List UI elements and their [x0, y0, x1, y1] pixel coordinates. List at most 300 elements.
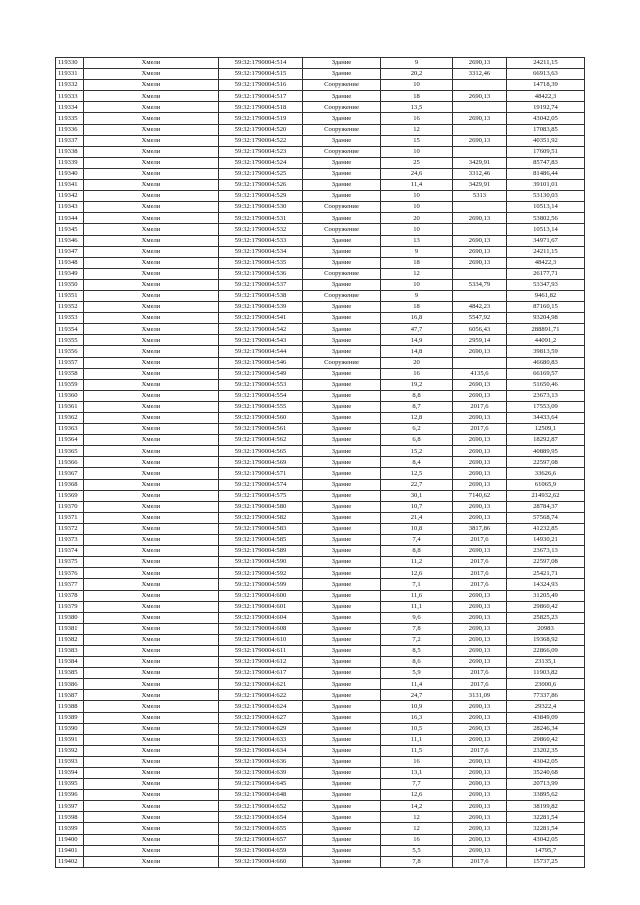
- area-cell: 11,6: [381, 590, 453, 601]
- record-id-cell: 119331: [56, 69, 84, 80]
- record-id-cell: 119382: [56, 634, 84, 645]
- area-cell: 15,2: [381, 446, 453, 457]
- cadastral-number-cell: 59:32:1790004:539: [219, 302, 303, 313]
- table-row: [56, 401, 585, 412]
- record-id-cell: 119343: [56, 202, 84, 213]
- object-type-cell: Здание: [303, 834, 381, 845]
- object-type-cell: Здание: [303, 512, 381, 523]
- cadastral-value-cell: 19368,92: [507, 634, 585, 645]
- locality-cell: Хмели: [84, 346, 219, 357]
- table-row: [56, 812, 585, 823]
- table-row: [56, 146, 585, 157]
- unit-value-cell: 2690,13: [453, 546, 507, 557]
- cadastral-number-cell: 59:32:1790004:549: [219, 368, 303, 379]
- locality-cell: Хмели: [84, 302, 219, 313]
- area-cell: 13,1: [381, 768, 453, 779]
- cadastral-value-cell: 23135,1: [507, 657, 585, 668]
- area-cell: 13: [381, 235, 453, 246]
- area-cell: 11,2: [381, 557, 453, 568]
- object-type-cell: Здание: [303, 58, 381, 69]
- object-type-cell: Здание: [303, 213, 381, 224]
- cadastral-number-cell: 59:32:1790004:561: [219, 424, 303, 435]
- cadastral-number-cell: 59:32:1790004:535: [219, 257, 303, 268]
- record-id-cell: 119394: [56, 768, 84, 779]
- cadastral-value-cell: 32281,54: [507, 823, 585, 834]
- property-table: [55, 57, 585, 868]
- record-id-cell: 119347: [56, 246, 84, 257]
- table-row: [56, 257, 585, 268]
- table-row: [56, 779, 585, 790]
- area-cell: 10,9: [381, 701, 453, 712]
- record-id-cell: 119383: [56, 645, 84, 656]
- table-row: [56, 568, 585, 579]
- locality-cell: Хмели: [84, 268, 219, 279]
- table-row: [56, 535, 585, 546]
- table-row: [56, 823, 585, 834]
- locality-cell: Хмели: [84, 568, 219, 579]
- object-type-cell: Здание: [303, 379, 381, 390]
- table-row: [56, 324, 585, 335]
- locality-cell: Хмели: [84, 668, 219, 679]
- cadastral-number-cell: 59:32:1790004:532: [219, 224, 303, 235]
- cadastral-number-cell: 59:32:1790004:582: [219, 512, 303, 523]
- record-id-cell: 119340: [56, 168, 84, 179]
- cadastral-value-cell: 14930,21: [507, 535, 585, 546]
- object-type-cell: Сооружение: [303, 357, 381, 368]
- area-cell: 5,9: [381, 668, 453, 679]
- table-row: [56, 202, 585, 213]
- cadastral-value-cell: 38199,82: [507, 801, 585, 812]
- object-type-cell: Сооружение: [303, 224, 381, 235]
- record-id-cell: 119397: [56, 801, 84, 812]
- unit-value-cell: 6056,43: [453, 324, 507, 335]
- locality-cell: Хмели: [84, 768, 219, 779]
- area-cell: 10,7: [381, 501, 453, 512]
- record-id-cell: 119375: [56, 557, 84, 568]
- table-row: [56, 723, 585, 734]
- unit-value-cell: 2690,13: [453, 612, 507, 623]
- unit-value-cell: 2690,13: [453, 213, 507, 224]
- area-cell: 11,1: [381, 601, 453, 612]
- cadastral-value-cell: 81486,44: [507, 168, 585, 179]
- cadastral-number-cell: 59:32:1790004:580: [219, 501, 303, 512]
- table-row: [56, 157, 585, 168]
- cadastral-number-cell: 59:32:1790004:645: [219, 779, 303, 790]
- unit-value-cell: 4135,6: [453, 368, 507, 379]
- area-cell: 20: [381, 213, 453, 224]
- record-id-cell: 119389: [56, 712, 84, 723]
- cadastral-value-cell: 20983: [507, 623, 585, 634]
- object-type-cell: Сооружение: [303, 268, 381, 279]
- cadastral-number-cell: 59:32:1790004:515: [219, 69, 303, 80]
- locality-cell: Хмели: [84, 634, 219, 645]
- table-row: [56, 102, 585, 113]
- object-type-cell: Здание: [303, 457, 381, 468]
- locality-cell: Хмели: [84, 679, 219, 690]
- cadastral-number-cell: 59:32:1790004:648: [219, 790, 303, 801]
- cadastral-number-cell: 59:32:1790004:583: [219, 523, 303, 534]
- record-id-cell: 119345: [56, 224, 84, 235]
- table-row: [56, 91, 585, 102]
- locality-cell: Хмели: [84, 202, 219, 213]
- area-cell: 16: [381, 834, 453, 845]
- unit-value-cell: 3817,86: [453, 523, 507, 534]
- cadastral-value-cell: 44091,2: [507, 335, 585, 346]
- locality-cell: Хмели: [84, 734, 219, 745]
- table-row: [56, 845, 585, 856]
- cadastral-number-cell: 59:32:1790004:529: [219, 191, 303, 202]
- table-row: [56, 58, 585, 69]
- locality-cell: Хмели: [84, 779, 219, 790]
- unit-value-cell: 4842,23: [453, 302, 507, 313]
- record-id-cell: 119385: [56, 668, 84, 679]
- cadastral-value-cell: 22597,08: [507, 457, 585, 468]
- area-cell: 5,5: [381, 845, 453, 856]
- locality-cell: Хмели: [84, 235, 219, 246]
- record-id-cell: 119356: [56, 346, 84, 357]
- unit-value-cell: 2690,13: [453, 657, 507, 668]
- cadastral-value-cell: 51650,46: [507, 379, 585, 390]
- table-row: [56, 512, 585, 523]
- cadastral-value-cell: 17083,85: [507, 124, 585, 135]
- locality-cell: Хмели: [84, 102, 219, 113]
- cadastral-number-cell: 59:32:1790004:517: [219, 91, 303, 102]
- cadastral-value-cell: 22597,08: [507, 557, 585, 568]
- cadastral-value-cell: 40889,95: [507, 446, 585, 457]
- area-cell: 10: [381, 191, 453, 202]
- record-id-cell: 119349: [56, 268, 84, 279]
- area-cell: 9: [381, 290, 453, 301]
- table-row: [56, 290, 585, 301]
- cadastral-value-cell: 39813,59: [507, 346, 585, 357]
- cadastral-number-cell: 59:32:1790004:553: [219, 379, 303, 390]
- record-id-cell: 119396: [56, 790, 84, 801]
- cadastral-number-cell: 59:32:1790004:599: [219, 579, 303, 590]
- cadastral-value-cell: 93204,98: [507, 313, 585, 324]
- locality-cell: Хмели: [84, 756, 219, 767]
- locality-cell: Хмели: [84, 157, 219, 168]
- unit-value-cell: 5334,79: [453, 279, 507, 290]
- cadastral-number-cell: 59:32:1790004:660: [219, 856, 303, 867]
- cadastral-number-cell: 59:32:1790004:659: [219, 845, 303, 856]
- record-id-cell: 119351: [56, 290, 84, 301]
- unit-value-cell: [453, 80, 507, 91]
- unit-value-cell: [453, 124, 507, 135]
- object-type-cell: Сооружение: [303, 202, 381, 213]
- unit-value-cell: 2017,6: [453, 557, 507, 568]
- area-cell: 12,6: [381, 568, 453, 579]
- unit-value-cell: 2690,13: [453, 468, 507, 479]
- cadastral-value-cell: 40351,92: [507, 135, 585, 146]
- cadastral-value-cell: 20713,99: [507, 779, 585, 790]
- object-type-cell: Здание: [303, 501, 381, 512]
- table-row: [56, 546, 585, 557]
- cadastral-number-cell: 59:32:1790004:519: [219, 113, 303, 124]
- area-cell: 12,6: [381, 790, 453, 801]
- cadastral-value-cell: 31205,49: [507, 590, 585, 601]
- record-id-cell: 119401: [56, 845, 84, 856]
- cadastral-value-cell: 33895,62: [507, 790, 585, 801]
- unit-value-cell: [453, 102, 507, 113]
- area-cell: 10: [381, 279, 453, 290]
- cadastral-number-cell: 59:32:1790004:543: [219, 335, 303, 346]
- record-id-cell: 119390: [56, 723, 84, 734]
- cadastral-value-cell: 85747,83: [507, 157, 585, 168]
- table-row: [56, 390, 585, 401]
- unit-value-cell: 2690,13: [453, 135, 507, 146]
- area-cell: 11,5: [381, 745, 453, 756]
- table-row: [56, 834, 585, 845]
- cadastral-value-cell: 48422,3: [507, 257, 585, 268]
- table-row: [56, 168, 585, 179]
- area-cell: 6,2: [381, 424, 453, 435]
- unit-value-cell: [453, 357, 507, 368]
- cadastral-number-cell: 59:32:1790004:592: [219, 568, 303, 579]
- cadastral-number-cell: 59:32:1790004:634: [219, 745, 303, 756]
- object-type-cell: Здание: [303, 168, 381, 179]
- area-cell: 13,5: [381, 102, 453, 113]
- cadastral-number-cell: 59:32:1790004:562: [219, 435, 303, 446]
- cadastral-number-cell: 59:32:1790004:655: [219, 823, 303, 834]
- cadastral-number-cell: 59:32:1790004:611: [219, 645, 303, 656]
- unit-value-cell: [453, 268, 507, 279]
- cadastral-value-cell: 9461,82: [507, 290, 585, 301]
- cadastral-value-cell: 25825,23: [507, 612, 585, 623]
- cadastral-value-cell: 214932,62: [507, 490, 585, 501]
- locality-cell: Хмели: [84, 790, 219, 801]
- table-row: [56, 379, 585, 390]
- cadastral-number-cell: 59:32:1790004:574: [219, 479, 303, 490]
- record-id-cell: 119388: [56, 701, 84, 712]
- cadastral-number-cell: 59:32:1790004:522: [219, 135, 303, 146]
- record-id-cell: 119370: [56, 501, 84, 512]
- cadastral-value-cell: 87160,15: [507, 302, 585, 313]
- locality-cell: Хмели: [84, 279, 219, 290]
- cadastral-value-cell: 10513,14: [507, 202, 585, 213]
- unit-value-cell: 2690,13: [453, 257, 507, 268]
- cadastral-number-cell: 59:32:1790004:533: [219, 235, 303, 246]
- cadastral-number-cell: 59:32:1790004:585: [219, 535, 303, 546]
- area-cell: 19,2: [381, 379, 453, 390]
- cadastral-value-cell: 23673,13: [507, 546, 585, 557]
- record-id-cell: 119384: [56, 657, 84, 668]
- record-id-cell: 119369: [56, 490, 84, 501]
- cadastral-value-cell: 33626,6: [507, 468, 585, 479]
- cadastral-value-cell: 29860,42: [507, 734, 585, 745]
- table-row: [56, 113, 585, 124]
- record-id-cell: 119381: [56, 623, 84, 634]
- area-cell: 8,7: [381, 401, 453, 412]
- record-id-cell: 119341: [56, 180, 84, 191]
- object-type-cell: Здание: [303, 523, 381, 534]
- record-id-cell: 119380: [56, 612, 84, 623]
- locality-cell: Хмели: [84, 180, 219, 191]
- locality-cell: Хмели: [84, 823, 219, 834]
- unit-value-cell: 2690,13: [453, 834, 507, 845]
- table-row: [56, 856, 585, 867]
- locality-cell: Хмели: [84, 224, 219, 235]
- unit-value-cell: 2690,13: [453, 701, 507, 712]
- locality-cell: Хмели: [84, 368, 219, 379]
- object-type-cell: Здание: [303, 745, 381, 756]
- record-id-cell: 119391: [56, 734, 84, 745]
- locality-cell: Хмели: [84, 113, 219, 124]
- table-row: [56, 557, 585, 568]
- table-row: [56, 69, 585, 80]
- unit-value-cell: 2690,13: [453, 645, 507, 656]
- locality-cell: Хмели: [84, 623, 219, 634]
- locality-cell: Хмели: [84, 490, 219, 501]
- cadastral-value-cell: 35240,68: [507, 768, 585, 779]
- table-row: [56, 346, 585, 357]
- area-cell: 10: [381, 146, 453, 157]
- table-row: [56, 135, 585, 146]
- table-row: [56, 490, 585, 501]
- table-row: [56, 468, 585, 479]
- cadastral-number-cell: 59:32:1790004:514: [219, 58, 303, 69]
- cadastral-value-cell: 53130,03: [507, 191, 585, 202]
- locality-cell: Хмели: [84, 601, 219, 612]
- locality-cell: Хмели: [84, 413, 219, 424]
- area-cell: 12: [381, 812, 453, 823]
- record-id-cell: 119357: [56, 357, 84, 368]
- record-id-cell: 119344: [56, 213, 84, 224]
- object-type-cell: Здание: [303, 734, 381, 745]
- unit-value-cell: 2690,13: [453, 479, 507, 490]
- locality-cell: Хмели: [84, 313, 219, 324]
- cadastral-value-cell: 29860,42: [507, 601, 585, 612]
- object-type-cell: Здание: [303, 679, 381, 690]
- locality-cell: Хмели: [84, 246, 219, 257]
- object-type-cell: Здание: [303, 712, 381, 723]
- locality-cell: Хмели: [84, 390, 219, 401]
- cadastral-number-cell: 59:32:1790004:610: [219, 634, 303, 645]
- cadastral-value-cell: 53347,93: [507, 279, 585, 290]
- table-row: [56, 523, 585, 534]
- cadastral-number-cell: 59:32:1790004:546: [219, 357, 303, 368]
- table-row: [56, 790, 585, 801]
- cadastral-number-cell: 59:32:1790004:525: [219, 168, 303, 179]
- record-id-cell: 119364: [56, 435, 84, 446]
- area-cell: 11,4: [381, 679, 453, 690]
- locality-cell: Хмели: [84, 579, 219, 590]
- unit-value-cell: 2017,6: [453, 579, 507, 590]
- object-type-cell: Здание: [303, 645, 381, 656]
- table-row: [56, 80, 585, 91]
- area-cell: 8,6: [381, 657, 453, 668]
- table-row: [56, 335, 585, 346]
- object-type-cell: Здание: [303, 368, 381, 379]
- cadastral-value-cell: 24211,15: [507, 246, 585, 257]
- object-type-cell: Здание: [303, 257, 381, 268]
- area-cell: 18: [381, 257, 453, 268]
- object-type-cell: Здание: [303, 235, 381, 246]
- locality-cell: Хмели: [84, 834, 219, 845]
- record-id-cell: 119352: [56, 302, 84, 313]
- cadastral-number-cell: 59:32:1790004:612: [219, 657, 303, 668]
- unit-value-cell: 2017,6: [453, 679, 507, 690]
- cadastral-number-cell: 59:32:1790004:608: [219, 623, 303, 634]
- cadastral-value-cell: 23000,6: [507, 679, 585, 690]
- area-cell: 8,5: [381, 645, 453, 656]
- cadastral-value-cell: 28246,34: [507, 723, 585, 734]
- object-type-cell: Здание: [303, 856, 381, 867]
- record-id-cell: 119372: [56, 523, 84, 534]
- cadastral-value-cell: 57568,74: [507, 512, 585, 523]
- table-row: [56, 601, 585, 612]
- locality-cell: Хмели: [84, 290, 219, 301]
- cadastral-value-cell: 26177,71: [507, 268, 585, 279]
- cadastral-number-cell: 59:32:1790004:555: [219, 401, 303, 412]
- cadastral-number-cell: 59:32:1790004:629: [219, 723, 303, 734]
- cadastral-value-cell: 66913,63: [507, 69, 585, 80]
- locality-cell: Хмели: [84, 557, 219, 568]
- object-type-cell: Здание: [303, 91, 381, 102]
- unit-value-cell: 7140,62: [453, 490, 507, 501]
- table-row: [56, 634, 585, 645]
- cadastral-value-cell: 15737,25: [507, 856, 585, 867]
- cadastral-value-cell: 22866,09: [507, 645, 585, 656]
- unit-value-cell: 2690,13: [453, 446, 507, 457]
- record-id-cell: 119333: [56, 91, 84, 102]
- locality-cell: Хмели: [84, 435, 219, 446]
- object-type-cell: Здание: [303, 801, 381, 812]
- unit-value-cell: 2690,13: [453, 601, 507, 612]
- cadastral-number-cell: 59:32:1790004:531: [219, 213, 303, 224]
- table-row: [56, 180, 585, 191]
- unit-value-cell: 3312,46: [453, 168, 507, 179]
- cadastral-number-cell: 59:32:1790004:518: [219, 102, 303, 113]
- area-cell: 12: [381, 268, 453, 279]
- unit-value-cell: 2690,13: [453, 91, 507, 102]
- record-id-cell: 119363: [56, 424, 84, 435]
- cadastral-number-cell: 59:32:1790004:526: [219, 180, 303, 191]
- table-row: [56, 213, 585, 224]
- object-type-cell: Сооружение: [303, 290, 381, 301]
- cadastral-number-cell: 59:32:1790004:516: [219, 80, 303, 91]
- object-type-cell: Здание: [303, 657, 381, 668]
- record-id-cell: 119378: [56, 590, 84, 601]
- locality-cell: Хмели: [84, 801, 219, 812]
- area-cell: 7,4: [381, 535, 453, 546]
- cadastral-value-cell: 23673,13: [507, 390, 585, 401]
- locality-cell: Хмели: [84, 468, 219, 479]
- cadastral-value-cell: 14324,93: [507, 579, 585, 590]
- object-type-cell: Здание: [303, 546, 381, 557]
- unit-value-cell: 2690,13: [453, 623, 507, 634]
- cadastral-number-cell: 59:32:1790004:538: [219, 290, 303, 301]
- object-type-cell: Здание: [303, 557, 381, 568]
- record-id-cell: 119342: [56, 191, 84, 202]
- cadastral-value-cell: 61065,9: [507, 479, 585, 490]
- cadastral-value-cell: 43042,05: [507, 756, 585, 767]
- unit-value-cell: 2690,13: [453, 590, 507, 601]
- record-id-cell: 119337: [56, 135, 84, 146]
- area-cell: 12,8: [381, 413, 453, 424]
- record-id-cell: 119354: [56, 324, 84, 335]
- area-cell: 14,2: [381, 801, 453, 812]
- unit-value-cell: 2690,13: [453, 634, 507, 645]
- object-type-cell: Здание: [303, 313, 381, 324]
- area-cell: 16: [381, 756, 453, 767]
- table-row: [56, 413, 585, 424]
- cadastral-number-cell: 59:32:1790004:617: [219, 668, 303, 679]
- object-type-cell: Здание: [303, 135, 381, 146]
- cadastral-value-cell: 17553,09: [507, 401, 585, 412]
- object-type-cell: Здание: [303, 690, 381, 701]
- cadastral-value-cell: 41232,85: [507, 523, 585, 534]
- cadastral-value-cell: 43849,09: [507, 712, 585, 723]
